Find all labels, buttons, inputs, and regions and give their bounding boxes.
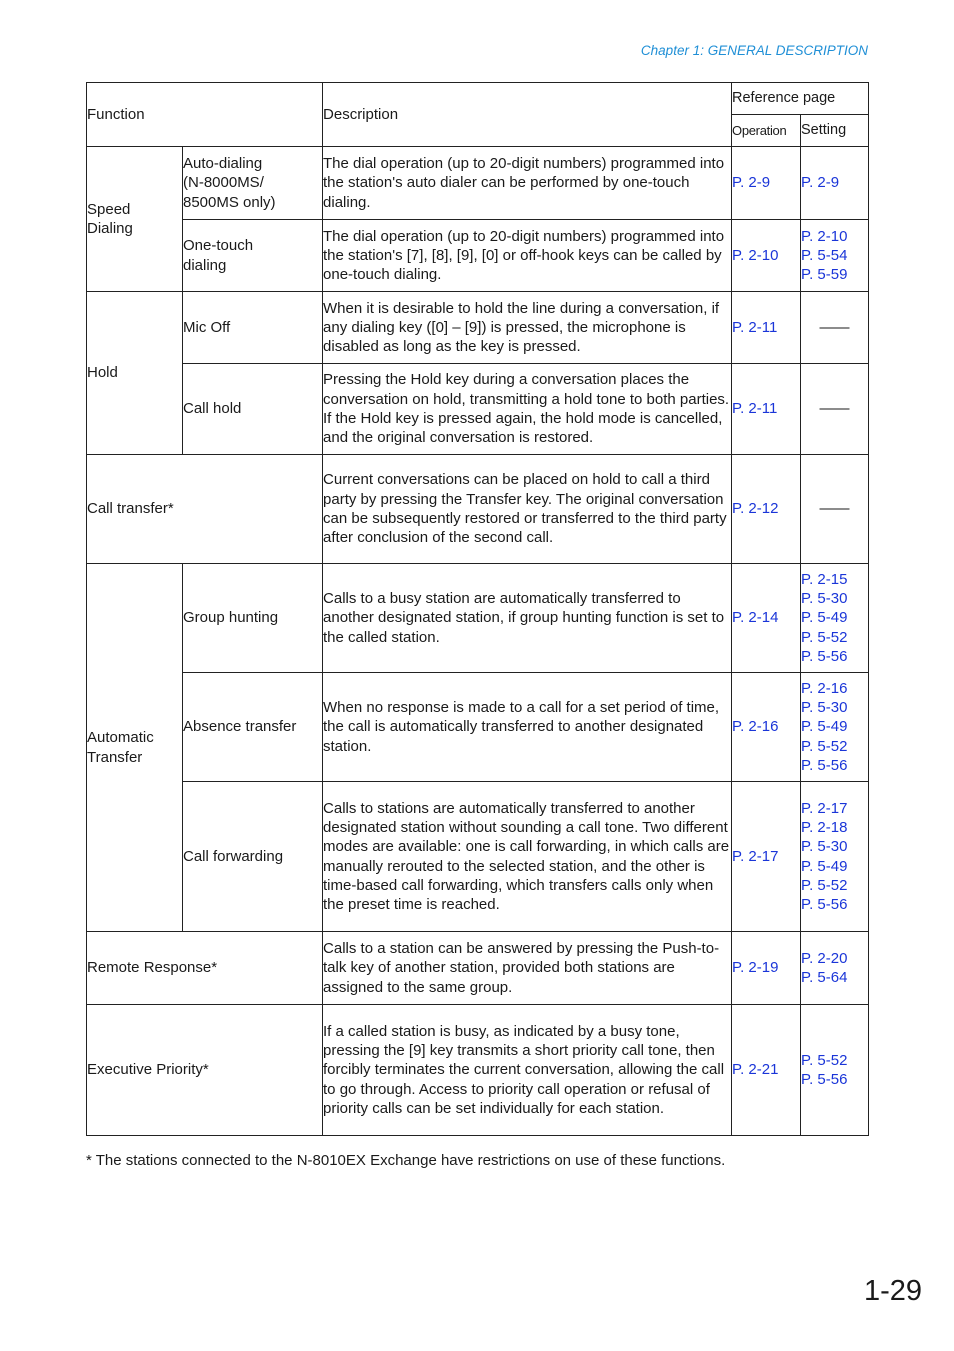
- operation-ref-link[interactable]: P. 2-10: [732, 220, 801, 292]
- description-cell: When no response is made to a call for a set period of time, the call is automatically transferred to another designated station.: [323, 673, 732, 782]
- setting-ref-link[interactable]: P. 5-30: [801, 590, 848, 608]
- setting-ref-cell: [801, 1005, 869, 1136]
- table-row: [87, 220, 869, 292]
- table-row: [87, 673, 869, 782]
- setting-ref-link[interactable]: P. 2-15: [801, 570, 848, 588]
- function-header: Function: [87, 83, 323, 147]
- setting-dash: ——: [801, 455, 869, 564]
- setting-ref-link[interactable]: P. 5-56: [801, 1071, 848, 1088]
- chapter-header: Chapter 1: GENERAL DESCRIPTION: [640, 43, 868, 58]
- function-cell: [183, 147, 323, 220]
- table-row: [87, 1005, 869, 1136]
- description-cell: Current conversations can be placed on hold to call a third party by pressing the Transfer key. The original conversation can be subsequently restored or transferred to the third party after conclusion of the second call.: [323, 455, 732, 564]
- description-cell: Calls to a busy station are automatically transferred to another designated station, if group hunting function is set to the called station.: [323, 564, 732, 673]
- operation-header: Operation: [732, 115, 801, 147]
- function-label: Auto-dialing (N-8000MS/ 8500MS only): [183, 155, 276, 211]
- table-row: [87, 932, 869, 1005]
- setting-ref-link[interactable]: P. 5-49: [801, 609, 848, 627]
- operation-ref-link[interactable]: P. 2-17: [732, 782, 801, 932]
- setting-ref-link[interactable]: P. 5-49: [801, 718, 848, 736]
- function-label: One-touch dialing: [183, 237, 254, 274]
- function-cell: Remote Response*: [87, 932, 323, 1005]
- category-cell: [87, 147, 183, 292]
- setting-dash: ——: [801, 364, 869, 455]
- table-row: [87, 147, 869, 220]
- category-cell: [87, 564, 183, 932]
- description-cell: Calls to stations are automatically transferred to another designated station without sounding a call tone. Two different modes are available: one is call forwarding, in which calls are manually rerouted to the selected station, and the other is time-based call forwarding, which transfers calls only when the preset time is reached.: [323, 782, 732, 932]
- operation-ref-link[interactable]: P. 2-21: [732, 1005, 801, 1136]
- setting-ref-link[interactable]: P. 5-54: [801, 246, 848, 264]
- setting-ref-cell: [801, 220, 869, 292]
- setting-ref-link[interactable]: P. 2-16: [801, 679, 848, 697]
- setting-ref-link[interactable]: P. 5-52: [801, 1051, 848, 1069]
- operation-ref-link[interactable]: P. 2-14: [732, 564, 801, 673]
- setting-ref-link[interactable]: P. 5-30: [801, 699, 848, 717]
- function-cell: Group hunting: [183, 564, 323, 673]
- setting-ref-cell: [801, 782, 869, 932]
- operation-ref-link[interactable]: P. 2-12: [732, 455, 801, 564]
- operation-ref-link[interactable]: P. 2-11: [732, 364, 801, 455]
- setting-ref-link[interactable]: P. 5-52: [801, 876, 848, 894]
- function-cell: [183, 220, 323, 292]
- function-cell: Mic Off: [183, 292, 323, 364]
- setting-header: Setting: [801, 115, 869, 147]
- function-cell: Call forwarding: [183, 782, 323, 932]
- reference-page-header: Reference page: [732, 83, 869, 115]
- description-header: Description: [323, 83, 732, 147]
- setting-ref-link[interactable]: P. 5-52: [801, 628, 848, 646]
- footnote: * The stations connected to the N-8010EX Exchange have restrictions on use of these functions.: [86, 1152, 726, 1169]
- setting-ref-link[interactable]: P. 5-56: [801, 647, 848, 665]
- table-row: [87, 455, 869, 564]
- category-label: Speed Dialing: [87, 200, 133, 237]
- setting-ref-link[interactable]: P. 2-20: [801, 949, 848, 967]
- setting-ref-link[interactable]: P. 5-59: [801, 266, 848, 284]
- page-number: 1-29: [863, 1275, 922, 1307]
- setting-ref-link[interactable]: P. 5-49: [801, 857, 848, 875]
- setting-ref-link[interactable]: P. 5-64: [801, 969, 848, 986]
- setting-ref-link[interactable]: P. 2-18: [801, 818, 848, 836]
- table-row: [87, 292, 869, 364]
- description-cell: When it is desirable to hold the line during a conversation, if any dialing key ([0] – [9]) is pressed, the microphone is disabled as long as the key is pressed.: [323, 292, 732, 364]
- operation-ref-link[interactable]: P. 2-9: [732, 147, 801, 220]
- setting-ref-link[interactable]: P. 5-56: [801, 756, 848, 774]
- setting-ref-cell: [801, 932, 869, 1005]
- setting-ref-link[interactable]: P. 2-10: [801, 227, 848, 245]
- category-cell: Hold: [87, 292, 183, 455]
- setting-ref-cell: [801, 147, 869, 220]
- description-cell: The dial operation (up to 20-digit numbers) programmed into the station's [7], [8], [9], [0] or off-hook keys can be called by one-touch dialing.: [323, 220, 732, 292]
- table-row: [87, 782, 869, 932]
- description-cell: Pressing the Hold key during a conversation places the conversation on hold, transmitting a hold tone to both parties. If the Hold key is pressed again, the hold mode is cancelled, and the original conversation is restored.: [323, 364, 732, 455]
- setting-ref-link[interactable]: P. 2-9: [801, 174, 840, 192]
- table-row: [87, 564, 869, 673]
- function-table: [86, 82, 869, 1136]
- function-cell: Absence transfer: [183, 673, 323, 782]
- setting-dash: ——: [801, 292, 869, 364]
- description-cell: If a called station is busy, as indicated by a busy tone, pressing the [9] key transmits a short priority call tone, then forcibly terminates the current conversation, allowing the call to go through. Access to priority call operation or refusal of priority calls can be set individually for each station.: [323, 1005, 732, 1136]
- operation-ref-link[interactable]: P. 2-19: [732, 932, 801, 1005]
- setting-ref-cell: [801, 564, 869, 673]
- operation-ref-link[interactable]: P. 2-11: [732, 292, 801, 364]
- operation-ref-link[interactable]: P. 2-16: [732, 673, 801, 782]
- category-label: Automatic Transfer: [87, 729, 154, 766]
- function-cell: Call hold: [183, 364, 323, 455]
- description-cell: Calls to a station can be answered by pressing the Push-to-talk key of another station, provided both stations are assigned to the same group.: [323, 932, 732, 1005]
- setting-ref-cell: [801, 673, 869, 782]
- function-cell: Call transfer*: [87, 455, 323, 564]
- function-cell: Executive Priority*: [87, 1005, 323, 1136]
- setting-ref-link[interactable]: P. 5-56: [801, 896, 848, 914]
- setting-ref-link[interactable]: P. 5-30: [801, 838, 848, 856]
- description-cell: The dial operation (up to 20-digit numbers) programmed into the station's auto dialer can be performed by one-touch dialing.: [323, 147, 732, 220]
- setting-ref-link[interactable]: P. 2-17: [801, 799, 848, 817]
- setting-ref-link[interactable]: P. 5-52: [801, 737, 848, 755]
- table-row: [87, 364, 869, 455]
